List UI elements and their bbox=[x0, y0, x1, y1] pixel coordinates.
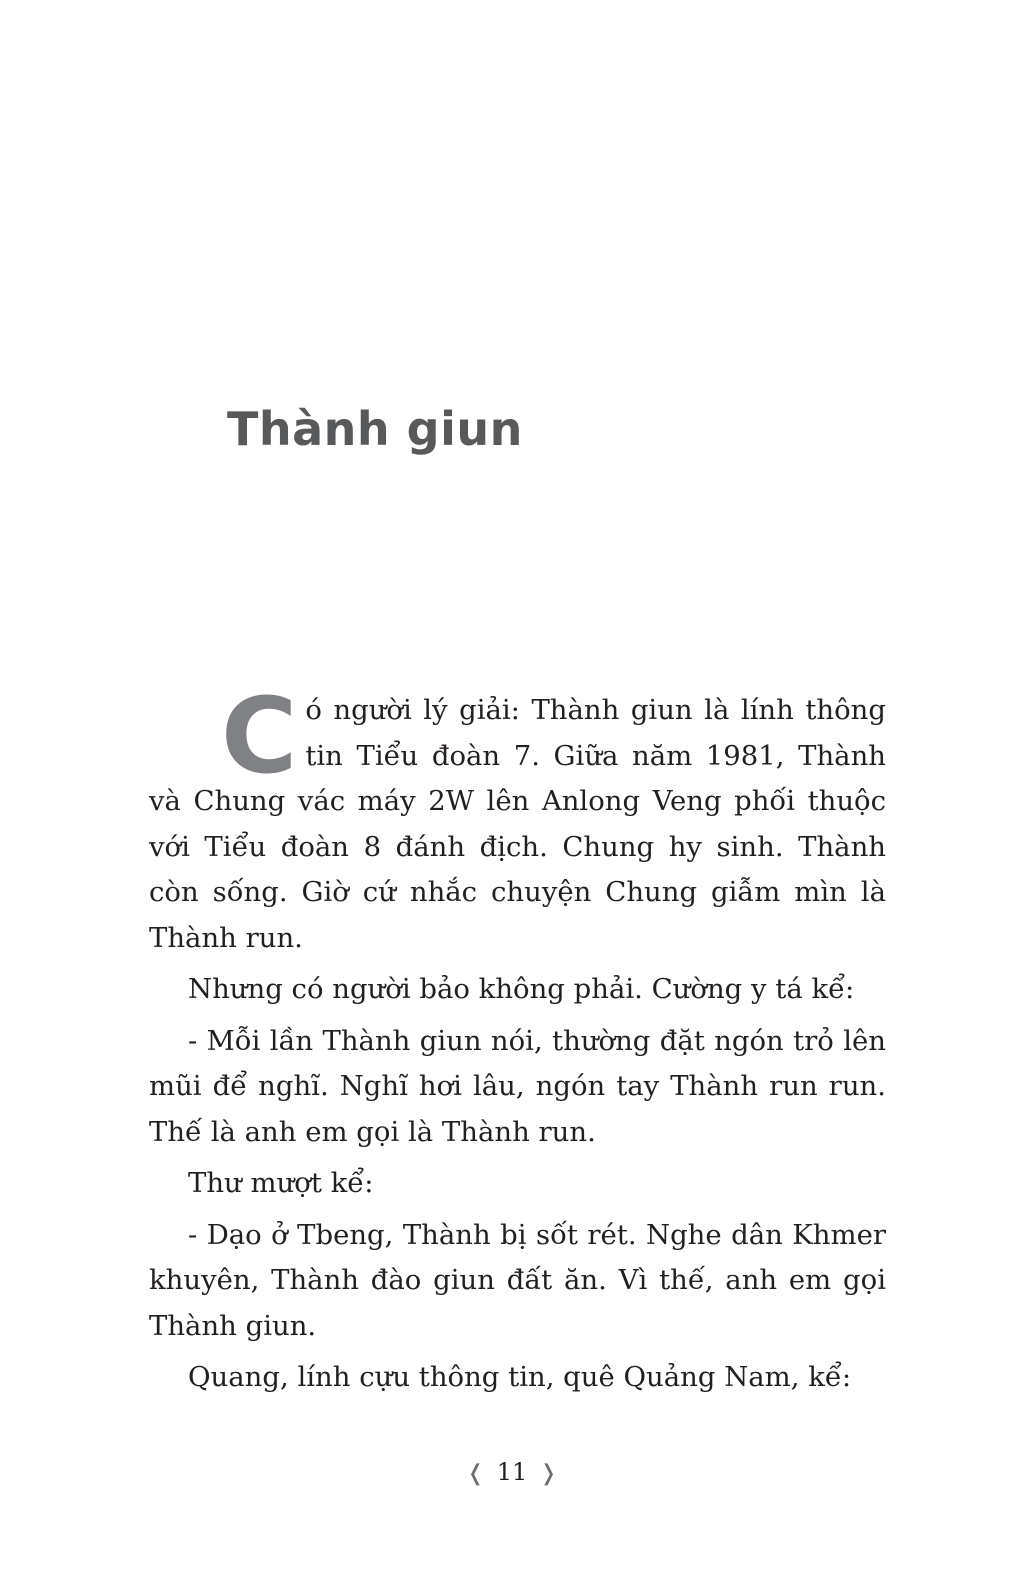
chevron-right-icon: ❭ bbox=[539, 1461, 558, 1486]
paragraph-5: - Dạo ở Tbeng, Thành bị sốt rét. Nghe dân Khmer khuyên, Thành đào giun đất ăn. Vì thế, anh em gọi Thành giun. bbox=[149, 1218, 886, 1342]
paragraph-3: - Mỗi lần Thành giun nói, thường đặt ngón trỏ lên mũi để nghĩ. Nghĩ hơi lâu, ngón tay Thành run run. Thế là anh em gọi là Thành run. bbox=[149, 1024, 886, 1148]
chapter-title: Thành giun bbox=[227, 402, 523, 456]
page-number: 11 bbox=[496, 1458, 528, 1486]
paragraph-6: Quang, lính cựu thông tin, quê Quảng Nam, kể: bbox=[188, 1361, 852, 1393]
chevron-left-icon: ❬ bbox=[466, 1461, 485, 1486]
paragraph-2: Nhưng có người bảo không phải. Cường y tá kể: bbox=[188, 973, 855, 1005]
paragraph-1: Có người lý giải: Thành giun là lính thông tin Tiểu đoàn 7. Giữa năm 1981, Thành và Chung vác máy 2W lên Anlong Veng phối thuộc với Tiểu đoàn 8 đánh địch. Chung hy sinh. Thành còn sống. Giờ cứ nhắc chuyện Chung giẫm mìn là Thành run. bbox=[149, 675, 886, 954]
drop-cap: C bbox=[221, 675, 298, 797]
page-number-footer bbox=[0, 1458, 1024, 1486]
paragraph-4: Thư mượt kể: bbox=[188, 1167, 374, 1199]
body-text bbox=[149, 675, 886, 1407]
